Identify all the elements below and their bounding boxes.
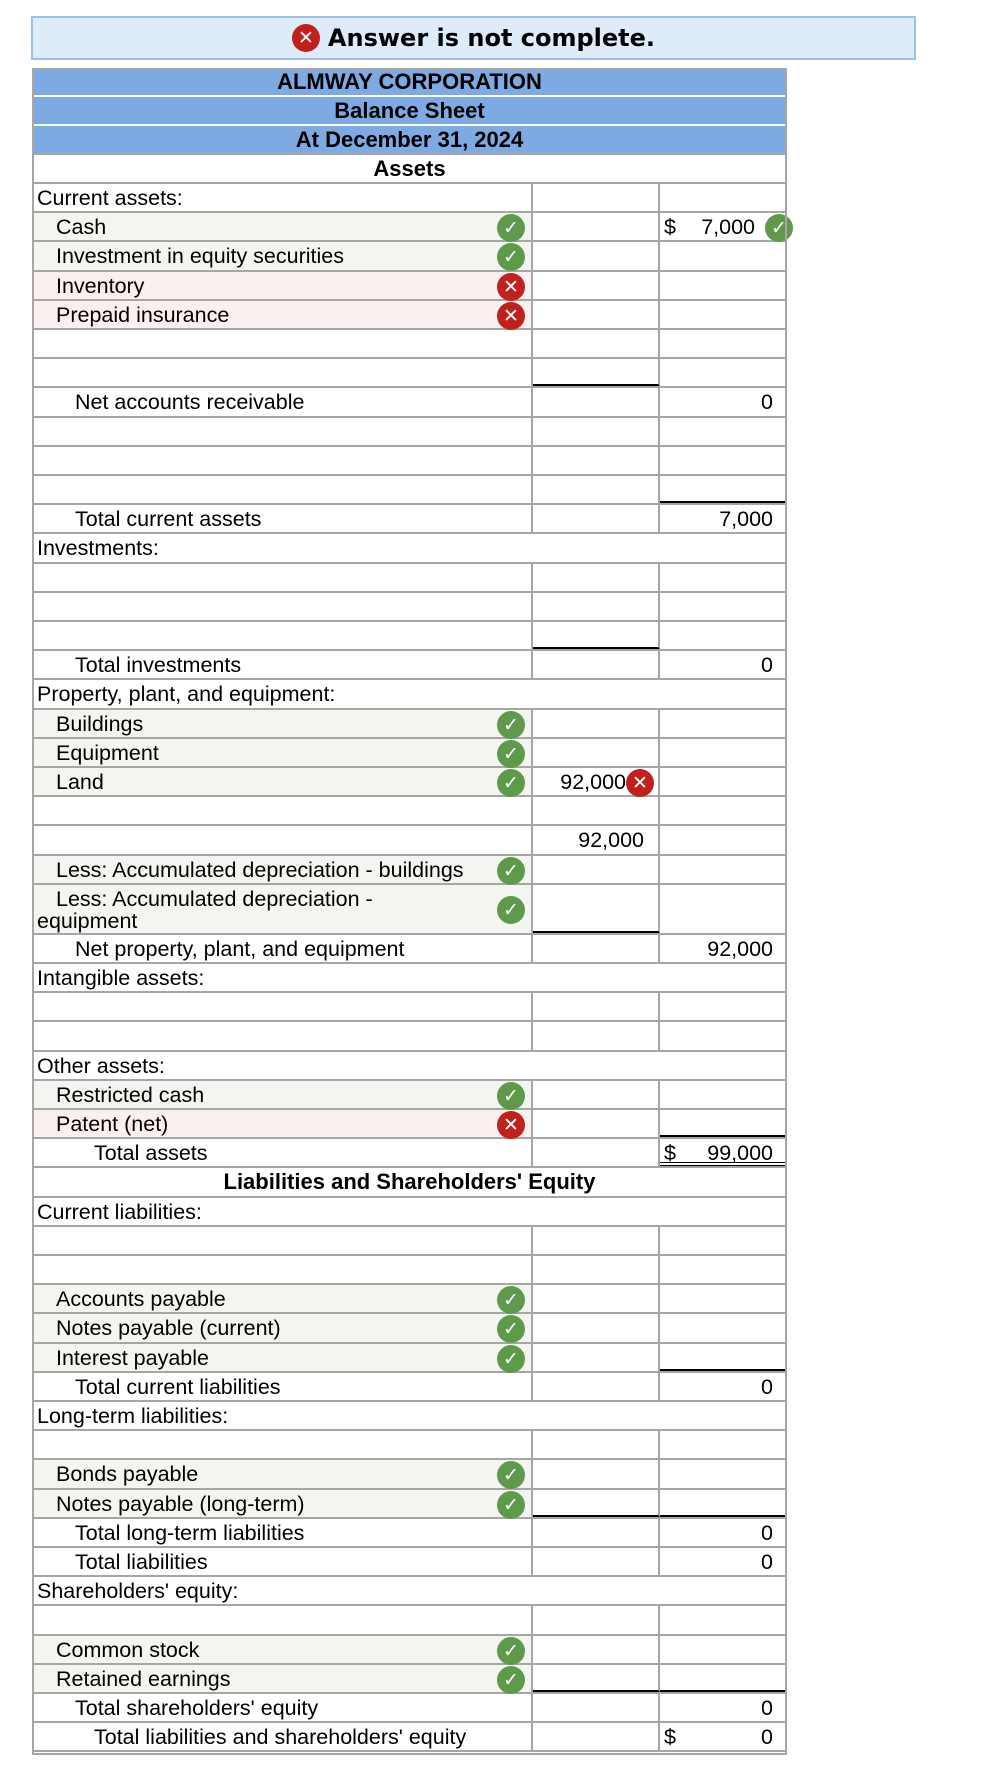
amount-input-col2[interactable] xyxy=(533,242,660,269)
table-row xyxy=(32,1431,787,1460)
table-row xyxy=(32,1198,787,1227)
account-label-cell[interactable] xyxy=(32,1723,533,1750)
account-label-cell[interactable] xyxy=(32,184,533,211)
account-label: Total current assets xyxy=(75,507,262,532)
amount-input-col3[interactable] xyxy=(660,1022,787,1049)
amount-input-col2[interactable] xyxy=(533,826,660,853)
amount-input-col2[interactable] xyxy=(533,768,660,795)
account-label: Retained earnings xyxy=(56,1666,231,1691)
account-label-cell[interactable] xyxy=(32,1139,533,1166)
account-label-cell[interactable] xyxy=(32,1285,533,1312)
amount-input-col3[interactable] xyxy=(660,1694,787,1721)
amount-input-col2[interactable] xyxy=(533,1490,660,1517)
account-label-cell[interactable] xyxy=(32,1373,533,1400)
amount-value: 0 xyxy=(761,1696,773,1720)
amount-input-col2[interactable] xyxy=(533,993,660,1020)
account-label: Net accounts receivable xyxy=(75,390,305,415)
amount-input-col3[interactable] xyxy=(660,213,787,240)
account-input-cell[interactable] xyxy=(32,993,533,1020)
amount-value: 92,000 xyxy=(707,936,773,961)
mark-holder xyxy=(497,273,525,301)
x-circle-icon: ✕ xyxy=(497,1111,525,1139)
amount-input-col3[interactable] xyxy=(660,1314,787,1341)
mark-holder xyxy=(497,243,525,271)
amount-input-col3[interactable] xyxy=(660,301,787,328)
amount-input-col3[interactable] xyxy=(660,505,787,532)
account-label: Notes payable (long-term) xyxy=(56,1491,305,1516)
table-row xyxy=(32,1052,787,1081)
mark-holder xyxy=(497,857,525,885)
amount-input-col2[interactable] xyxy=(533,710,660,737)
amount-input-col3[interactable] xyxy=(660,1110,787,1137)
check-circle-icon: ✓ xyxy=(497,214,525,242)
table-row xyxy=(32,964,787,993)
table-row xyxy=(32,1636,787,1665)
account-label: Interest payable xyxy=(56,1345,209,1370)
account-label-cell[interactable] xyxy=(32,1110,533,1137)
amount-input-col2[interactable] xyxy=(533,1022,660,1049)
mark-holder xyxy=(497,711,525,739)
header-date xyxy=(32,126,787,155)
amount-input-col3[interactable] xyxy=(660,272,787,299)
amount-input-col3[interactable] xyxy=(660,184,787,211)
table-row xyxy=(32,768,787,797)
amount-input-col3[interactable] xyxy=(660,1460,787,1487)
header-company xyxy=(32,68,787,97)
account-input-cell[interactable] xyxy=(32,418,533,445)
account-label-cell[interactable] xyxy=(32,1519,533,1546)
amount-input-col2[interactable] xyxy=(533,1665,660,1692)
account-label: Total assets xyxy=(94,1141,208,1166)
amount-input-col3[interactable] xyxy=(660,622,787,649)
amount-input-col3[interactable] xyxy=(660,447,787,474)
check-circle-icon: ✓ xyxy=(497,740,525,768)
check-circle-icon: ✓ xyxy=(497,1286,525,1314)
table-row xyxy=(32,418,787,447)
amount-input-col3[interactable] xyxy=(660,651,787,678)
amount-input-col2[interactable] xyxy=(533,301,660,328)
account-label-cell[interactable] xyxy=(32,885,533,933)
amount-input-col2[interactable] xyxy=(533,564,660,591)
account-label-cell[interactable] xyxy=(32,768,533,795)
table-row xyxy=(32,359,787,388)
account-label-continued: equipment xyxy=(37,908,138,933)
table-row xyxy=(32,242,787,271)
amount-input-col2[interactable] xyxy=(533,359,660,386)
account-label: Patent (net) xyxy=(56,1112,169,1136)
account-label: Equipment xyxy=(56,740,159,765)
amount-input-col2[interactable] xyxy=(533,1460,660,1487)
amount-input-col2[interactable] xyxy=(533,1519,660,1546)
table-row xyxy=(32,1256,787,1285)
account-input-cell[interactable] xyxy=(32,447,533,474)
mark-holder xyxy=(497,214,525,242)
account-label-cell[interactable] xyxy=(32,1344,533,1371)
account-input-cell[interactable] xyxy=(32,476,533,503)
table-row xyxy=(32,1285,787,1314)
account-input-cell[interactable] xyxy=(32,1431,533,1458)
amount-input-col3[interactable] xyxy=(660,593,787,620)
check-circle-icon: ✓ xyxy=(497,857,525,885)
table-row xyxy=(32,272,787,301)
account-label-cell[interactable] xyxy=(32,739,533,766)
amount-input-col2[interactable] xyxy=(533,935,660,962)
mark-holder xyxy=(497,740,525,768)
account-input-cell[interactable] xyxy=(32,1606,533,1633)
check-circle-icon: ✓ xyxy=(497,896,525,924)
account-input-cell[interactable] xyxy=(32,564,533,591)
amount-input-col2[interactable] xyxy=(533,213,660,240)
amount-input-col3[interactable] xyxy=(660,1431,787,1458)
table-row xyxy=(32,447,787,476)
account-label-cell[interactable] xyxy=(32,1460,533,1487)
account-label-cell[interactable] xyxy=(32,1081,533,1108)
table-row xyxy=(32,1460,787,1489)
mark-holder xyxy=(497,769,525,797)
header-title xyxy=(32,97,787,126)
check-circle-icon: ✓ xyxy=(497,243,525,271)
table-row xyxy=(32,993,787,1022)
amount-input-col2[interactable] xyxy=(533,447,660,474)
amount-input-col3[interactable] xyxy=(660,826,787,853)
account-label-cell[interactable] xyxy=(32,651,533,678)
amount-input-col3[interactable] xyxy=(660,1227,787,1254)
amount-input-col2[interactable] xyxy=(533,1636,660,1663)
amount-value: 7,000 xyxy=(719,507,773,532)
assets-heading-row xyxy=(32,155,787,184)
table-row xyxy=(32,680,787,709)
dollar-sign: $ xyxy=(664,1141,676,1166)
amount-input-col2[interactable] xyxy=(533,885,660,933)
account-label-cell[interactable] xyxy=(32,1665,533,1692)
account-label-cell[interactable] xyxy=(32,935,533,962)
amount-input-col2[interactable] xyxy=(533,1285,660,1312)
account-label-cell[interactable] xyxy=(32,505,533,532)
account-label: Land xyxy=(56,770,104,794)
amount-input-col3[interactable] xyxy=(660,330,787,357)
account-label: Accounts payable xyxy=(56,1287,226,1312)
account-label: Total long-term liabilities xyxy=(75,1520,305,1545)
account-label-cell[interactable] xyxy=(32,1490,533,1517)
table-row xyxy=(32,1606,787,1635)
check-circle-icon: ✓ xyxy=(497,1637,525,1665)
amount-input-col3[interactable] xyxy=(660,768,787,795)
check-circle-icon: ✓ xyxy=(497,769,525,797)
table-row xyxy=(32,1139,787,1168)
account-label-cell[interactable] xyxy=(32,213,533,240)
account-label: Total current liabilities xyxy=(75,1374,281,1399)
amount-value: 0 xyxy=(761,1550,773,1574)
table-row xyxy=(32,388,787,417)
table-row xyxy=(32,1022,787,1051)
account-input-cell[interactable] xyxy=(32,826,533,853)
amount-input-col2[interactable] xyxy=(533,476,660,503)
table-row xyxy=(32,1081,787,1110)
account-label: Restricted cash xyxy=(56,1082,205,1107)
check-circle-icon: ✓ xyxy=(497,711,525,739)
amount-input-col3[interactable] xyxy=(660,1490,787,1517)
amount-input-col2[interactable] xyxy=(533,184,660,211)
account-label-cell[interactable] xyxy=(32,856,533,883)
amount-input-col3[interactable] xyxy=(660,797,787,824)
table-row xyxy=(32,1373,787,1402)
table-row xyxy=(32,301,787,330)
liabilities-heading: Liabilities and Shareholders' Equity xyxy=(223,1169,596,1195)
table-row xyxy=(32,710,787,739)
amount-input-col3[interactable] xyxy=(660,993,787,1020)
amount-input-col2[interactable] xyxy=(533,1431,660,1458)
amount-input-col2[interactable] xyxy=(533,1548,660,1575)
table-row xyxy=(32,1168,787,1197)
table-row xyxy=(32,739,787,768)
table-row xyxy=(32,184,787,213)
account-label: Net property, plant, and equipment xyxy=(75,936,405,961)
amount-input-col3[interactable] xyxy=(660,1665,787,1692)
table-row xyxy=(32,826,787,855)
amount-input-col2[interactable] xyxy=(533,856,660,883)
amount-input-col2[interactable] xyxy=(533,1694,660,1721)
amount-input-col3[interactable] xyxy=(660,476,787,503)
amount-input-col3[interactable] xyxy=(660,739,787,766)
account-input-cell[interactable] xyxy=(32,330,533,357)
account-label: Less: Accumulated depreciation - buildings xyxy=(56,857,464,882)
x-circle-icon: ✕ xyxy=(497,273,525,301)
mark-holder xyxy=(497,896,525,924)
account-input-cell[interactable] xyxy=(32,797,533,824)
table-row xyxy=(32,534,787,563)
amount-input-col3[interactable] xyxy=(660,418,787,445)
amount-input-col2[interactable] xyxy=(533,1256,660,1283)
assets-heading: Assets xyxy=(373,156,446,181)
check-circle-icon: ✓ xyxy=(497,1315,525,1343)
account-input-cell[interactable] xyxy=(32,359,533,386)
dollar-sign: $ xyxy=(664,215,676,240)
account-label: Total shareholders' equity xyxy=(75,1696,319,1720)
table-row xyxy=(32,935,787,964)
account-label: Buildings xyxy=(56,711,144,736)
account-label-cell[interactable] xyxy=(32,1694,533,1721)
amount-value: 99,000 xyxy=(707,1141,773,1166)
table-row xyxy=(32,622,787,651)
table-row xyxy=(32,593,787,622)
table-row xyxy=(32,856,787,885)
account-label: Prepaid insurance xyxy=(56,302,230,327)
x-circle-icon: ✕ xyxy=(626,769,654,797)
x-circle-icon: ✕ xyxy=(497,302,525,330)
amount-input-col2[interactable] xyxy=(533,505,660,532)
account-input-cell[interactable] xyxy=(32,1022,533,1049)
table-row xyxy=(32,330,787,359)
amount-input-col3[interactable] xyxy=(660,935,787,962)
amount-input-col2[interactable] xyxy=(533,651,660,678)
account-label: Notes payable (current) xyxy=(56,1316,281,1341)
amount-input-col2[interactable] xyxy=(533,1344,660,1371)
mark-holder xyxy=(497,1491,525,1519)
account-label-cell[interactable] xyxy=(32,1548,533,1575)
table-row xyxy=(32,1490,787,1519)
table-row xyxy=(32,1665,787,1694)
amount-input-col2[interactable] xyxy=(533,1081,660,1108)
amount-input-col2[interactable] xyxy=(533,1723,660,1750)
dollar-sign: $ xyxy=(664,1725,676,1750)
mark-holder xyxy=(497,1666,525,1694)
mark-holder xyxy=(626,769,654,797)
amount-input-col2[interactable] xyxy=(533,1373,660,1400)
table-row xyxy=(32,505,787,534)
banner-text: Answer is not complete. xyxy=(327,24,656,52)
amount-input-col2[interactable] xyxy=(533,388,660,415)
account-label: Total liabilities and shareholders' equity xyxy=(94,1725,467,1750)
account-label-cell[interactable] xyxy=(32,388,533,415)
check-circle-icon: ✓ xyxy=(497,1666,525,1694)
amount-input-col2[interactable] xyxy=(533,739,660,766)
account-label-cell[interactable] xyxy=(32,301,533,328)
amount-input-col3[interactable] xyxy=(660,1636,787,1663)
amount-input-col2[interactable] xyxy=(533,272,660,299)
x-circle-icon: ✕ xyxy=(292,24,320,52)
account-input-cell[interactable] xyxy=(32,593,533,620)
statement-title: Balance Sheet xyxy=(334,98,485,123)
amount-input-col3[interactable] xyxy=(660,1373,787,1400)
amount-input-col2[interactable] xyxy=(533,797,660,824)
section-label: Other assets: xyxy=(37,1053,165,1078)
account-label: Investment in equity securities xyxy=(56,244,344,269)
amount-input-col3[interactable] xyxy=(660,1606,787,1633)
amount-input-col3[interactable] xyxy=(660,359,787,386)
mark-holder xyxy=(497,1082,525,1110)
amount-input-col3[interactable] xyxy=(660,1081,787,1108)
account-label-cell[interactable] xyxy=(32,1636,533,1663)
amount-input-col2[interactable] xyxy=(533,1110,660,1137)
amount-value: 0 xyxy=(761,1725,773,1750)
section-label: Shareholders' equity: xyxy=(37,1579,239,1604)
section-label: Property, plant, and equipment: xyxy=(37,682,336,707)
check-circle-icon: ✓ xyxy=(497,1082,525,1110)
account-label-cell[interactable] xyxy=(32,710,533,737)
section-label: Investments: xyxy=(37,536,159,561)
account-label: Cash xyxy=(56,215,107,240)
account-input-cell[interactable] xyxy=(32,622,533,649)
amount-input-col2[interactable] xyxy=(533,1314,660,1341)
check-circle-icon: ✓ xyxy=(497,1491,525,1519)
answer-status-banner xyxy=(31,16,916,60)
amount-input-col3[interactable] xyxy=(660,1344,787,1371)
mark-holder xyxy=(497,302,525,330)
section-label: Intangible assets: xyxy=(37,966,205,990)
section-label: Long-term liabilities: xyxy=(37,1404,229,1428)
amount-input-col3[interactable] xyxy=(660,1139,787,1166)
company-name: ALMWAY CORPORATION xyxy=(277,69,542,94)
amount-value: 0 xyxy=(761,1374,773,1399)
account-input-cell[interactable] xyxy=(32,1256,533,1283)
amount-value: 92,000 xyxy=(560,770,626,794)
amount-input-col2[interactable] xyxy=(533,622,660,649)
amount-input-col3[interactable] xyxy=(660,1519,787,1546)
amount-value: 0 xyxy=(761,653,773,678)
mark-holder xyxy=(497,1461,525,1489)
table-row xyxy=(32,1577,787,1606)
amount-input-col2[interactable] xyxy=(533,330,660,357)
amount-input-col3[interactable] xyxy=(660,885,787,933)
table-row xyxy=(32,797,787,826)
check-circle-icon: ✓ xyxy=(497,1345,525,1373)
table-row xyxy=(32,1548,787,1577)
amount-input-col3[interactable] xyxy=(660,710,787,737)
amount-value: 7,000 xyxy=(701,215,755,240)
mark-holder xyxy=(497,1345,525,1373)
account-label: Current assets: xyxy=(37,186,183,210)
table-row xyxy=(32,1694,787,1723)
mark-holder xyxy=(497,1286,525,1314)
account-label: Total liabilities xyxy=(75,1550,208,1574)
amount-input-col3[interactable] xyxy=(660,1285,787,1312)
table-row xyxy=(32,1227,787,1256)
account-label-cell[interactable] xyxy=(32,242,533,269)
table-row xyxy=(32,1723,787,1752)
amount-input-col3[interactable] xyxy=(660,242,787,269)
mark-holder xyxy=(497,1315,525,1343)
amount-input-col3[interactable] xyxy=(660,388,787,415)
balance-sheet xyxy=(32,68,787,1755)
statement-date: At December 31, 2024 xyxy=(295,127,524,152)
amount-input-col3[interactable] xyxy=(660,1548,787,1575)
amount-input-col2[interactable] xyxy=(533,1227,660,1254)
account-label: Inventory xyxy=(56,273,145,298)
table-row xyxy=(32,885,787,935)
amount-input-col2[interactable] xyxy=(533,418,660,445)
table-row xyxy=(32,1519,787,1548)
account-label-cell[interactable] xyxy=(32,272,533,299)
section-label: Current liabilities: xyxy=(37,1199,202,1224)
check-circle-icon: ✓ xyxy=(497,1461,525,1489)
amount-value: 0 xyxy=(761,1520,773,1545)
amount-input-col3[interactable] xyxy=(660,564,787,591)
amount-value: 92,000 xyxy=(578,828,644,853)
amount-input-col3[interactable] xyxy=(660,856,787,883)
amount-input-col3[interactable] xyxy=(660,1256,787,1283)
table-row xyxy=(32,476,787,505)
check-circle-icon: ✓ xyxy=(765,214,793,242)
amount-input-col3[interactable] xyxy=(660,1723,787,1750)
amount-value: 0 xyxy=(761,390,773,415)
account-input-cell[interactable] xyxy=(32,1227,533,1254)
table-row xyxy=(32,1344,787,1373)
account-label: Common stock xyxy=(56,1637,200,1662)
table-row xyxy=(32,1314,787,1343)
table-row xyxy=(32,1402,787,1431)
table-row xyxy=(32,564,787,593)
amount-input-col2[interactable] xyxy=(533,1606,660,1633)
mark-holder xyxy=(497,1111,525,1139)
account-label: Bonds payable xyxy=(56,1462,199,1487)
table-row xyxy=(32,1110,787,1139)
mark-holder xyxy=(497,1637,525,1665)
table-row xyxy=(32,651,787,680)
amount-input-col2[interactable] xyxy=(533,1139,660,1166)
account-label: Less: Accumulated depreciation - xyxy=(56,886,373,911)
table-row xyxy=(32,213,787,242)
amount-input-col2[interactable] xyxy=(533,593,660,620)
account-label: Total investments xyxy=(75,653,242,678)
mark-holder xyxy=(765,214,793,242)
account-label-cell[interactable] xyxy=(32,1314,533,1341)
